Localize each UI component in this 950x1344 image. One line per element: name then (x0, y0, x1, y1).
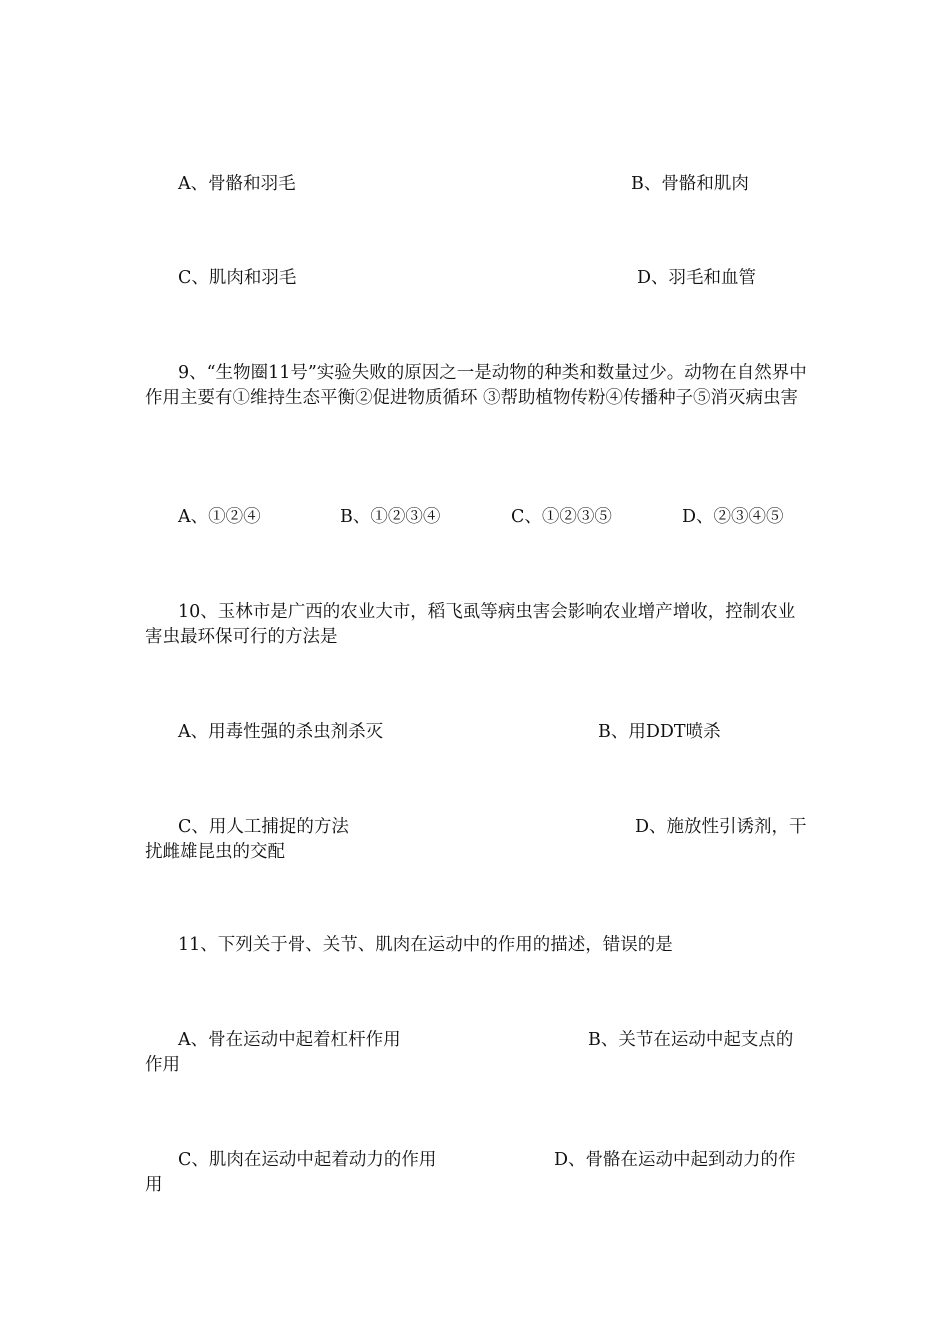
q11-option-b-line2: 作用 (145, 1055, 180, 1075)
q11-option-c: C、肌肉在运动中起着动力的作用 (178, 1150, 437, 1170)
q8-option-c: C、肌肉和羽毛 (178, 268, 297, 288)
q9-option-c: C、①②③⑤ (511, 507, 612, 527)
q8-option-b: B、骨骼和肌肉 (631, 174, 749, 194)
q8-option-a: A、骨骼和羽毛 (178, 174, 296, 194)
q10-option-b: B、用DDT喷杀 (598, 722, 721, 742)
q9-stem: 9、“生物圈11号”实验失败的原因之一是动物的种类和数量过少。动物在自然界中作用主要有①维持生态平衡②促进物质循环 ③帮助植物传粉④传播种子⑤消灭病虫害 (145, 363, 807, 408)
q10-option-c: C、用人工捕捉的方法 (178, 817, 349, 837)
q10-option-d-line1: D、施放性引诱剂，干 (635, 817, 807, 837)
q11-option-d-line1: D、骨骼在运动中起到动力的作 (554, 1150, 796, 1170)
q10-option-a: A、用毒性强的杀虫剂杀灭 (178, 722, 384, 742)
q11-stem: 11、下列关于骨、关节、肌肉在运动中的作用的描述，错误的是 (178, 935, 673, 955)
q10-stem: 10、玉林市是广西的农业大市，稻飞虱等病虫害会影响农业增产增收，控制农业害虫最环保可行的方法是 (145, 602, 796, 647)
q11-option-a: A、骨在运动中起着杠杆作用 (178, 1030, 401, 1050)
q11-option-d-line2: 用 (145, 1175, 163, 1195)
q11-option-b-line1: B、关节在运动中起支点的 (588, 1030, 794, 1050)
q9-option-a: A、①②④ (178, 507, 261, 527)
q10-option-d-line2: 扰雌雄昆虫的交配 (145, 842, 285, 862)
q9-option-d: D、②③④⑤ (682, 507, 784, 527)
q9-option-b: B、①②③④ (340, 507, 441, 527)
q8-option-d: D、羽毛和血管 (637, 268, 757, 288)
